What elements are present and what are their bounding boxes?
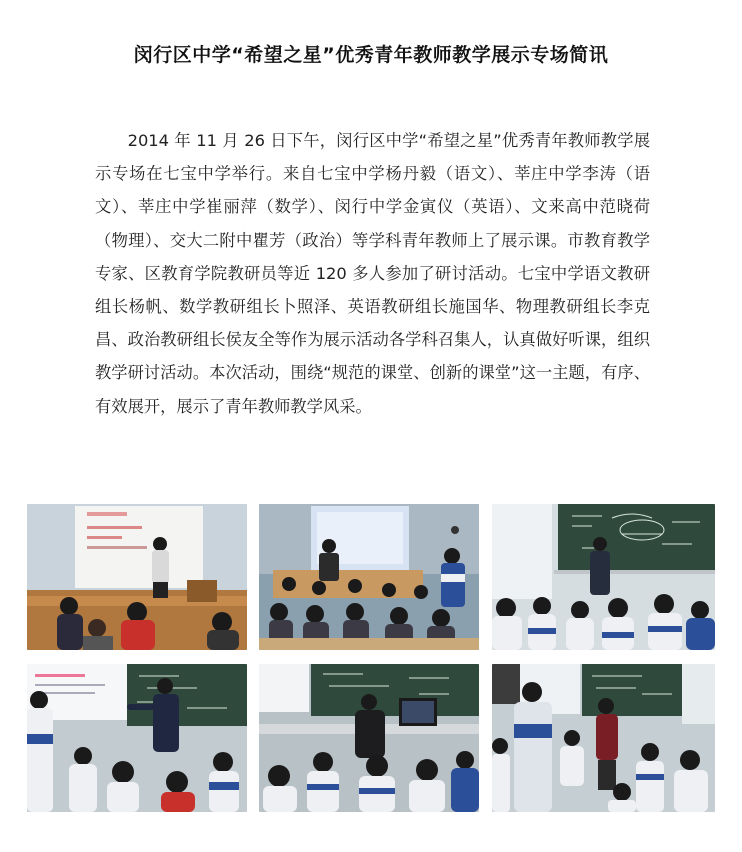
photo-gallery: [27, 504, 715, 814]
article-body: 2014 年 11 月 26 日下午，闵行区中学“希望之星”优秀青年教师教学展示专场在七宝中学举行。来自七宝中学杨丹毅（语文）、莘庄中学李涛（语文）、莘庄中学崔丽萍（数学）、闵行中学金寅仪（英语）、文来高中范晓荷（物理）、交大二附中瞿芳（政治）等学科青年教师上了展示课。市教育教学专家、区教育学院教研员等近 120 多人参加了研讨活动。七宝中学语文教研组长杨帆、数学教研组长卜照泽、英语教研组长施国华、物理教研组长李克昌、政治教研组长侯友全等作为展示活动各学科召集人，认真做好听课，组织教学研讨活动。本次活动，围绕“规范的课堂、创新的课堂”这一主题，有序、有效展开，展示了青年教师教学风采。: [95, 131, 650, 416]
classroom-photo-3: [492, 504, 715, 650]
article-title: 闵行区中学“希望之星”优秀青年教师教学展示专场简讯: [133, 44, 609, 66]
classroom-photo-4: [27, 664, 247, 812]
classroom-photo-5: [259, 664, 479, 812]
classroom-photo-1: [27, 504, 247, 650]
classroom-photo-2: [259, 504, 479, 650]
classroom-photo-6: [492, 664, 715, 812]
